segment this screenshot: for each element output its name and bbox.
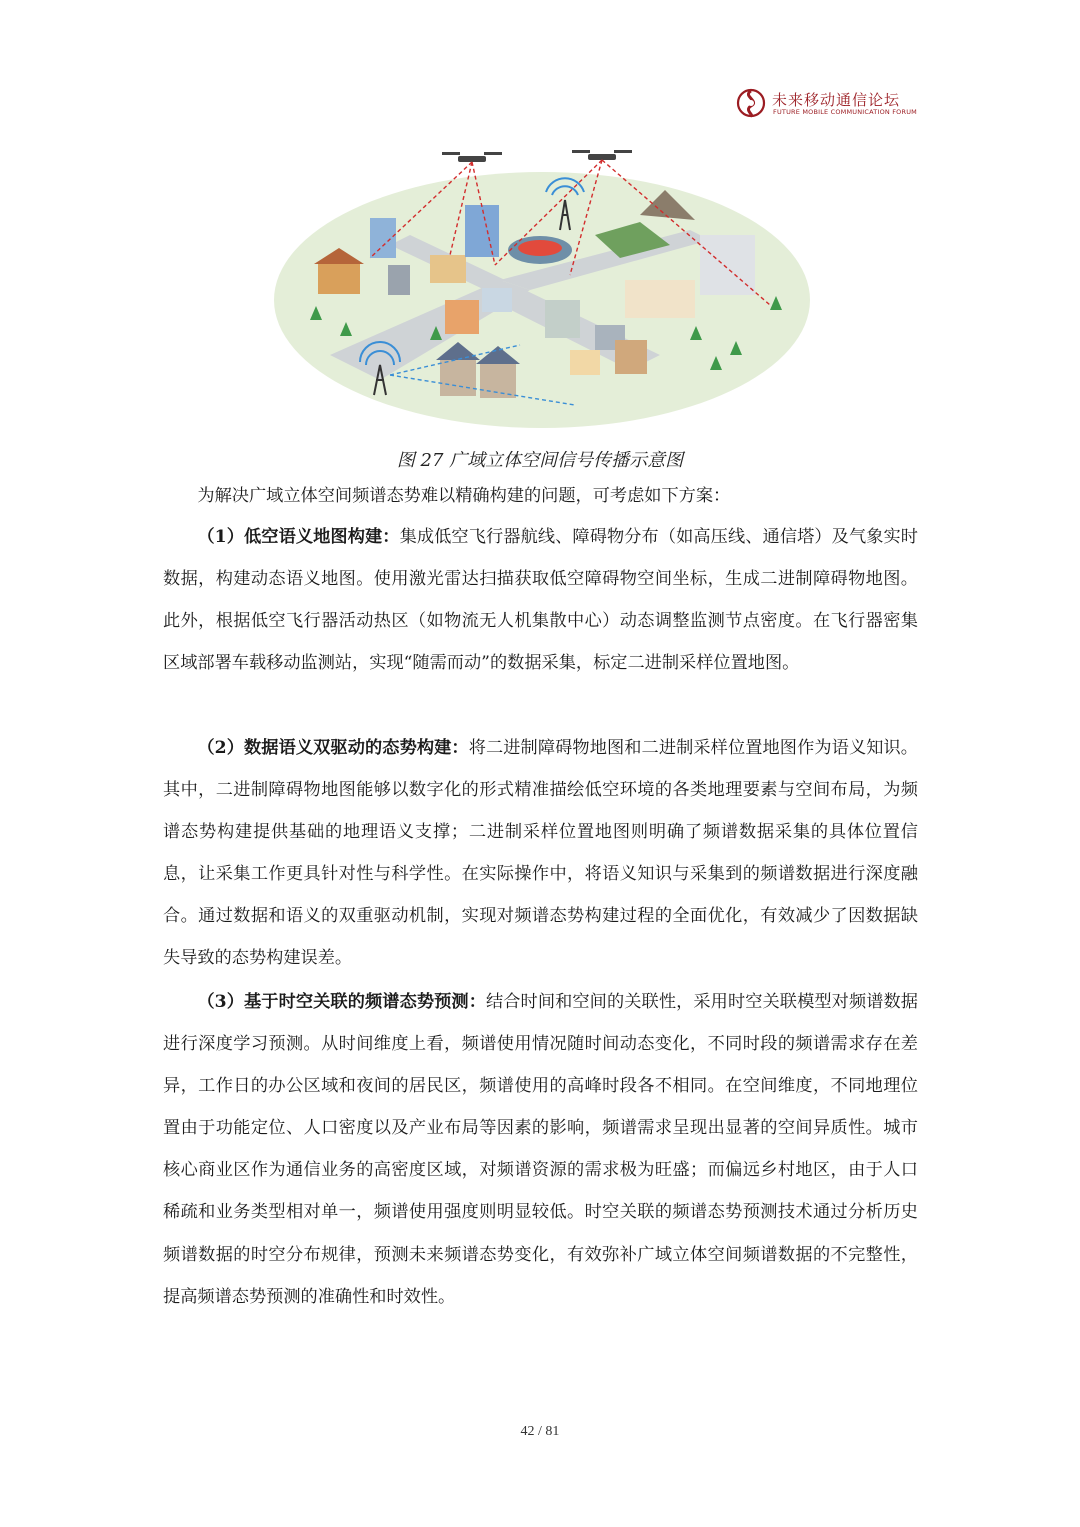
section-3-heading: （3）基于时空关联的频谱态势预测：	[197, 992, 486, 1012]
intro-paragraph	[163, 475, 918, 517]
section-2-body: 将二进制障碍物地图和二进制采样位置地图作为语义知识。其中，二进制障碍物地图能够以数字化的形式精准描绘低空环境的各类地理要素与空间布局，为频谱态势构建提供基础的地理语义支撑；二进制采样位置地图则明确了频谱数据采集的具体位置信息，让采集工作更具针对性与科学性。在实际操作中，将语义知识与采集到的频谱数据进行深度融合。通过数据和语义的双重驱动机制，实现对频谱态势构建过程的全面优化，有效减少了因数据缺失导致的态势构建误差。	[163, 738, 918, 969]
city-signal-illustration	[270, 140, 815, 440]
section-1-heading: （1）低空语义地图构建：	[197, 527, 400, 547]
page-number: 42 / 81	[520, 1424, 560, 1439]
section-1-body: 集成低空飞行器航线、障碍物分布（如高压线、通信塔）及气象实时数据，构建动态语义地图。使用激光雷达扫描获取低空障碍物空间坐标，生成二进制障碍物地图。此外，根据低空飞行器活动热区（如物流无人机集散中心）动态调整监测节点密度。在飞行器密集区域部署车载移动监测站，实现“随需而动”的数据采集，标定二进制采样位置地图。	[163, 527, 918, 674]
drones	[442, 150, 632, 162]
intro-text: 为解决广域立体空间频谱态势难以精确构建的问题，可考虑如下方案：	[197, 486, 731, 506]
section-3-paragraph	[163, 981, 918, 1318]
figure-caption: 图 27 广域立体空间信号传播示意图	[396, 450, 684, 471]
logo-english-name: FUTURE MOBILE COMMUNICATION FORUM	[773, 108, 917, 116]
forum-logo	[736, 86, 917, 122]
section-1-paragraph	[163, 516, 918, 684]
logo-chinese-name: 未来移动通信论坛	[772, 91, 901, 109]
forum-logo-icon	[736, 86, 770, 120]
section-2-heading: （2）数据语义双驱动的态势构建：	[197, 738, 469, 758]
section-3-body: 结合时间和空间的关联性，采用时空关联模型对频谱数据进行深度学习预测。从时间维度上看，频谱使用情况随时间动态变化，不同时段的频谱需求存在差异，工作日的办公区域和夜间的居民区，频谱使用的高峰时段各不相同。在空间维度，不同地理位置由于功能定位、人口密度以及产业布局等因素的影响，频谱需求呈现出显著的空间异质性。城市核心商业区作为通信业务的高密度区域，对频谱资源的需求极为旺盛；而偏远乡村地区，由于人口稀疏和业务类型相对单一，频谱使用强度则明显较低。时空关联的频谱态势预测技术通过分析历史频谱数据的时空分布规律，预测未来频谱态势变化，有效弥补广域立体空间频谱数据的不完整性，提高频谱态势预测的准确性和时效性。	[163, 992, 918, 1307]
section-2-paragraph	[163, 727, 918, 980]
